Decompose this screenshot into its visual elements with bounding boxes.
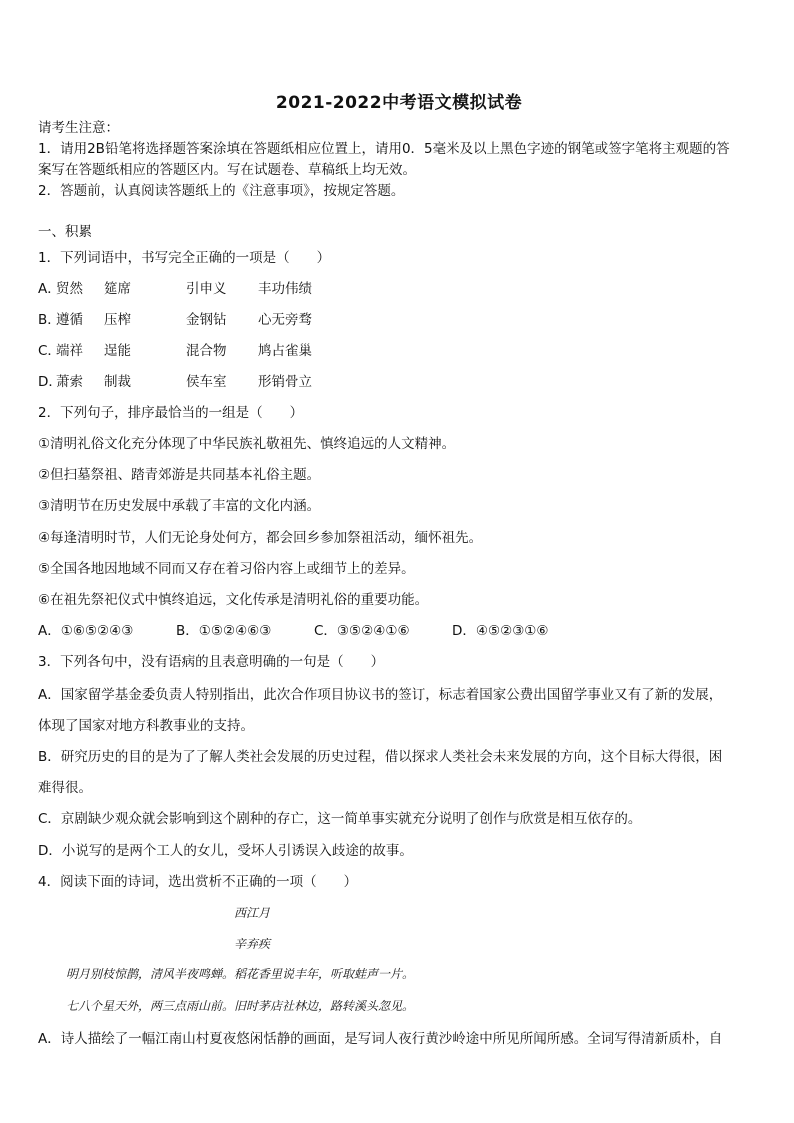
option-word: 金钢钻 [186,312,227,328]
option-word: 鸠占雀巢 [258,343,312,359]
question-3-option-a-line-2: 体现了国家对地方科教事业的支持。 [38,718,254,734]
question-2-options [38,621,549,641]
question-4-stem: 4．阅读下面的诗词，选出赏析不正确的一项（ ） [38,874,358,890]
question-3-stem: 3．下列各句中，没有语病的且表意明确的一句是（ ） [38,654,385,670]
question-1-option-b [38,310,312,330]
question-2-sentence-4: ④每逢清明时节，人们无论身处何方，都会回乡参加祭祖活动，缅怀祖先。 [38,530,483,546]
option-word: 遵循 [56,312,83,328]
question-2-sentence-6: ⑥在祖先祭祀仪式中慎终追远，文化传承是清明礼俗的重要功能。 [38,592,429,608]
question-2-sentence-5: ⑤全国各地因地域不同而又存在着习俗内容上或细节上的差异。 [38,561,415,577]
question-3-option-d: D．小说写的是两个工人的女儿，受坏人引诱误入歧途的故事。 [38,843,413,859]
option-word: 制裁 [104,374,131,390]
notice-item-2: 2．答题前，认真阅读答题纸上的《注意事项》，按规定答题。 [38,183,405,199]
option-word: 形销骨立 [258,374,312,390]
option-word: 逞能 [104,343,131,359]
option-word: 压榨 [104,312,131,328]
question-3-option-c: C．京剧缺少观众就会影响到这个剧种的存亡，这一简单事实就充分说明了创作与欣赏是相互依存的。 [38,811,642,827]
notice-heading: 请考生注意： [38,120,119,136]
option-word: 侯车室 [186,374,227,390]
option-word: 贸然 [56,281,83,297]
question-1-stem: 1．下列词语中，书写完全正确的一项是（ ） [38,250,331,266]
option-word: 筵席 [104,281,131,297]
option-label: C． [38,343,61,359]
option-word: 丰功伟绩 [258,281,312,297]
notice-item-1-line-2: 案写在答题纸相应的答题区内。写在试题卷、草稿纸上均无效。 [38,162,416,178]
question-1-option-d [38,372,312,392]
option-word: 心无旁骛 [258,312,312,328]
question-2-stem: 2．下列句子，排序最恰当的一组是（ ） [38,405,304,421]
option-word: 萧索 [56,374,83,390]
option-label: B． [38,312,61,328]
question-1-option-a [38,279,312,299]
poem-line-1: 明月别枝惊鹊，清风半夜鸣蝉。稻花香里说丰年，听取蛙声一片。 [66,967,415,981]
question-2-sentence-2: ②但扫墓祭祖、踏青郊游是共同基本礼俗主题。 [38,467,321,483]
section-heading: 一、积累 [38,224,92,240]
option-word: 引申义 [186,281,227,297]
option-label: D． [38,374,62,390]
question-2-option-d: D．④⑤②③①⑥ [452,623,549,639]
question-2-sentence-1: ①清明礼俗文化充分体现了中华民族礼敬祖先、慎终追远的人文精神。 [38,436,456,452]
question-3-option-a-line-1: A．国家留学基金委负责人特别指出，此次合作项目协议书的签订，标志着国家公费出国留学事业又有了新的发展， [38,687,723,703]
exam-title: 2021-2022中考语文模拟试卷 [275,93,523,113]
question-3-option-b-line-2: 难得很。 [38,780,92,796]
notice-item-1-line-1: 1．请用2B铅笔将选择题答案涂填在答题纸相应位置上，请用0．5毫米及以上黑色字迹的钢笔或签字笔将主观题的答 [38,141,730,157]
option-label: A． [38,281,61,297]
poem-title: 西江月 [234,906,271,920]
option-word: 端祥 [56,343,83,359]
question-2-option-a: A．①⑥⑤②④③ [38,623,134,639]
question-3-option-b-line-1: B．研究历史的目的是为了了解人类社会发展的历史过程，借以探求人类社会未来发展的方向，这个目标大得很，困 [38,749,723,765]
question-2-sentence-3: ③清明节在历史发展中承载了丰富的文化内涵。 [38,498,321,514]
question-1-option-c [38,341,312,361]
option-word: 混合物 [186,343,227,359]
question-2-option-c: C．③⑤②④①⑥ [314,623,410,639]
question-2-option-b: B．①⑤②④⑥③ [176,623,272,639]
poem-author: 辛弃疾 [234,937,271,951]
poem-line-2: 七八个星天外，两三点雨山前。旧时茅店社林边，路转溪头忽见。 [66,999,415,1013]
question-4-option-a-line-1: A．诗人描绘了一幅江南山村夏夜悠闲恬静的画面，是写词人夜行黄沙岭途中所见所闻所感。全词写得清新质朴，自 [38,1031,723,1047]
